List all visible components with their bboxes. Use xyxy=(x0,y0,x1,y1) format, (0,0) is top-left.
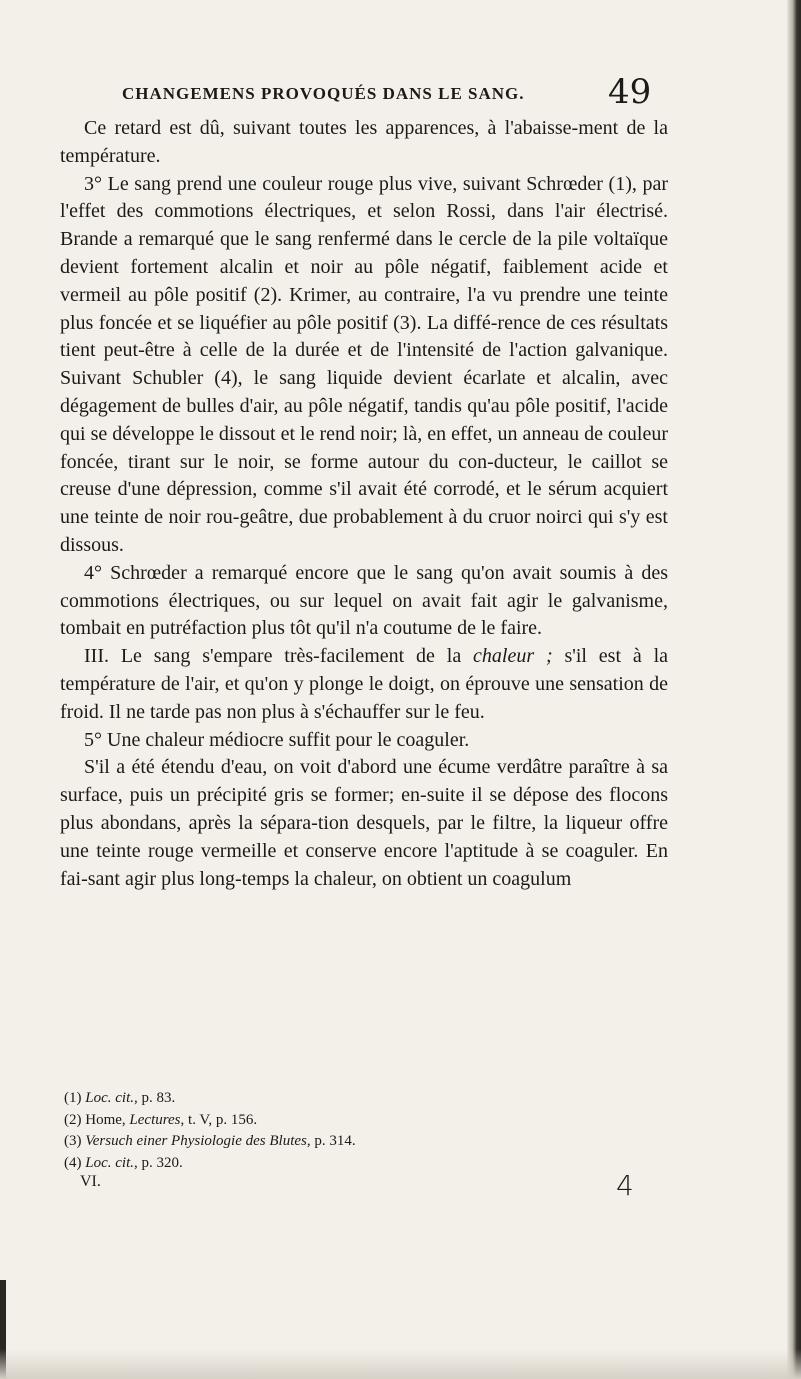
footnote-mark: (3) xyxy=(64,1133,82,1149)
paragraph-5: 5° Une chaleur médiocre suffit pour le coaguler. xyxy=(84,728,470,751)
running-head-title: CHANGEMENS PROVOQUÉS DANS LE SANG. xyxy=(122,84,525,103)
footnote-rest: , p. 83. xyxy=(134,1090,176,1106)
footnote-3 xyxy=(64,1131,664,1153)
page-number: 49 xyxy=(608,72,652,112)
paragraph-intro: Ce retard est dû, suivant toutes les apparences, à l'abaisse-ment de la température. xyxy=(60,117,668,167)
sheet-signature: 4 xyxy=(616,1169,634,1202)
paragraph-III-before: III. Le sang s'empare très-facilement de la xyxy=(84,645,474,668)
footnote-rest: , p. 314. xyxy=(306,1133,356,1149)
footnote-pre: Home, xyxy=(85,1111,130,1128)
footnote-ref: Loc. cit. xyxy=(85,1154,134,1171)
footnote-mark: (2) xyxy=(64,1111,82,1128)
volume-mark: VI. xyxy=(80,1173,101,1190)
running-head xyxy=(70,72,660,118)
footnote-4 xyxy=(64,1153,664,1175)
paragraph-4: 4° Schrœder a remarqué encore que le sang qu'on avait soumis à des commotions électriques, ou sur lequel on avait fait agir le galvanisme, tombait en putréfaction plus tôt qu'il n'a coutume de le faire. xyxy=(60,561,668,640)
bottom-shadow xyxy=(0,1349,801,1379)
paragraph-III-emph: chaleur ; xyxy=(473,645,553,668)
paragraph-3: 3° Le sang prend une couleur rouge plus vive, suivant Schrœder (1), par l'effet des commotions électriques, et selon Rossi, dans l'air électrisé. Brande a remarqué que le sang renfermé dans le cercle de la pile voltaïque devient fortement alcalin et noir au pôle négatif, faiblement acide et vermeil au pôle positif (2). Krimer, au contraire, l'a vu prendre une teinte plus foncée et se liquéfier au pôle positif (3). La diffé-rence de ces résultats tient peut-être à celle de la durée et de l'intensité de l'action galvanique. Suivant Schubler (4), le sang liquide devient écarlate et alcalin, avec dégagement de bulles d'air, au pôle négatif, tandis qu'au pôle positif, l'acide qui se développe le dissout et le rend noir; là, en effet, un anneau de couleur foncée, tirant sur le noir, se forme autour du con-ducteur, le caillot se creuse d'une dépression, comme s'il avait été corrodé, et le sérum acquiert une teinte de noir rou-geâtre, due probablement à du cruor noirci qui s'y est dissous. xyxy=(60,172,668,556)
footnote-mark: (4) xyxy=(64,1154,82,1171)
paragraph-III-after: s'il est à la température de l'air, et qu'on y plonge le doigt, on éprouve une sensation de froid. Il ne tarde pas non plus à s'échauffer sur le feu. xyxy=(60,645,668,723)
signature-line xyxy=(62,1169,662,1203)
footnote-mark: (1) xyxy=(64,1090,82,1106)
paragraph-dilution: S'il a été étendu d'eau, on voit d'abord une écume verdâtre paraître à sa surface, puis un précipité gris se former; en-suite il se dépose des flocons plus abondans, après la sépara-tion desquels, par le filtre, la liqueur offre une teinte rouge vermeille et conserve encore l'aptitude à se coaguler. En fai-sant agir plus long-temps la chaleur, on obtient un coagulum xyxy=(60,756,668,890)
paragraph-III xyxy=(60,643,668,726)
footnote-ref: Versuch einer Physiologie des Blutes xyxy=(85,1133,307,1149)
footnote-ref: Loc. cit. xyxy=(85,1090,134,1106)
body-text xyxy=(60,115,668,893)
footnote-rest: , t. V, p. 156. xyxy=(180,1111,258,1128)
footnotes xyxy=(64,1088,664,1174)
page-edge-right xyxy=(787,0,801,1379)
footnote-ref: Lectures xyxy=(129,1111,181,1128)
footnote-1 xyxy=(64,1088,664,1110)
footnote-rest: , p. 320. xyxy=(134,1154,183,1171)
footnote-2 xyxy=(64,1110,664,1132)
